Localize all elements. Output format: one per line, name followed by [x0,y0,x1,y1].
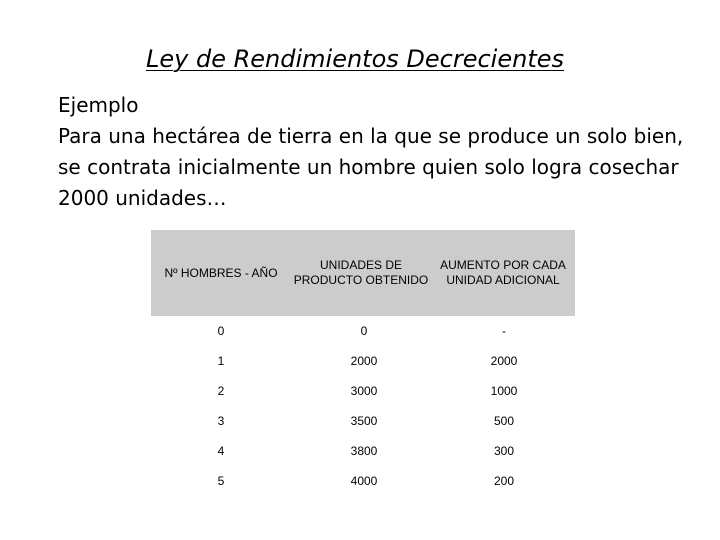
cell-units: 2000 [350,354,378,368]
cell-workers: 5 [217,474,225,488]
table-row [151,316,575,346]
cell-units: 0 [360,324,368,338]
paragraph-line: 2000 unidades… [58,186,227,210]
slide-title: Ley de Rendimientos Decrecientes [146,45,564,73]
cell-workers: 1 [217,354,225,368]
cell-workers: 3 [217,414,225,428]
cell-increase: 2000 [490,354,518,368]
cell-units: 3500 [350,414,378,428]
cell-increase: 200 [493,474,515,488]
table-row [151,436,575,466]
table-row [151,406,575,436]
table-row [151,346,575,376]
header-marginal-increase: AUMENTO POR CADA UNIDAD ADICIONAL [440,258,566,287]
header-units-produced: UNIDADES DE PRODUCTO OBTENIDO [293,258,429,287]
cell-increase: - [502,324,506,338]
paragraph-line: se contrata inicialmente un hombre quien solo logra cosechar [58,155,679,179]
paragraph-line: Para una hectárea de tierra en la que se produce un solo bien, [58,124,684,148]
cell-workers: 4 [217,444,225,458]
example-heading: Ejemplo [58,93,139,117]
table-row [151,466,575,496]
header-workers: Nº HOMBRES - AÑO [164,265,278,280]
cell-increase: 500 [493,414,515,428]
cell-units: 3000 [350,384,378,398]
cell-workers: 0 [217,324,225,338]
body-text [58,90,698,214]
cell-units: 3800 [350,444,378,458]
table-header [151,230,575,316]
cell-workers: 2 [217,384,225,398]
cell-increase: 300 [493,444,515,458]
data-table [151,230,575,496]
cell-units: 4000 [350,474,378,488]
cell-increase: 1000 [490,384,518,398]
table-row [151,376,575,406]
